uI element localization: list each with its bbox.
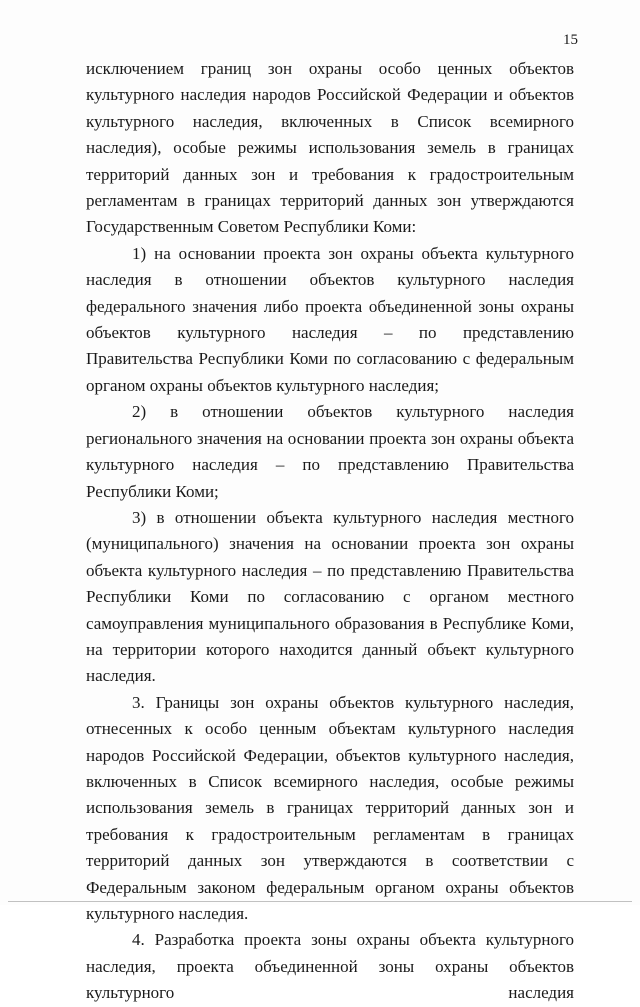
- page-number: 15: [563, 32, 578, 48]
- paragraph-section-3: 3. Границы зон охраны объектов культурного наследия, отнесенных к особо ценным объектам культурного наследия народов Российской Федерации, объектов культурного наследия, включенных в Список всемирного наследия, особые режимы использования земель в границах территорий данных зон и требования к градостроительным регламентам в границах территорий данных зон утверждаются в соответствии с Федеральным законом федеральным органом охраны объектов культурного наследия.: [86, 692, 574, 923]
- paragraph-item-2: 2) в отношении объектов культурного наследия регионального значения на основании проекта зон охраны объекта культурного наследия – по представлению Правительства Республики Коми;: [86, 402, 574, 501]
- paragraph-item-3: 3) в отношении объекта культурного наследия местного (муниципального) значения на основании проекта зон охраны объекта культурного наследия – по представлению Правительства Республики Коми по согласованию с органом местного самоуправления муниципального образования в Республике Коми, на территории которого находится данный объект культурного наследия.: [86, 507, 574, 686]
- document-body: [86, 56, 574, 1007]
- paragraph-item-1: 1) на основании проекта зон охраны объекта культурного наследия в отношении объектов культурного наследия федерального значения либо проекта объединенной зоны охраны объектов культурного наследия – по представлению Правительства Республики Коми по согласованию с федеральным органом охраны объектов культурного наследия;: [86, 243, 574, 395]
- paragraph-section-4: 4. Разработка проекта зоны охраны объекта культурного наследия, проекта объединенной зоны охраны объектов культурного наследия: [86, 930, 574, 1003]
- scan-edge-line: [8, 901, 632, 902]
- paragraph-continuation: исключением границ зон охраны особо ценных объектов культурного наследия народов Российской Федерации и объектов культурного наследия, включенных в Список всемирного наследия), особые режимы использования земель в границах территорий данных зон и требования к градостроительным регламентам в границах территорий данных зон утверждаются Государственным Советом Республики Коми:: [86, 59, 574, 237]
